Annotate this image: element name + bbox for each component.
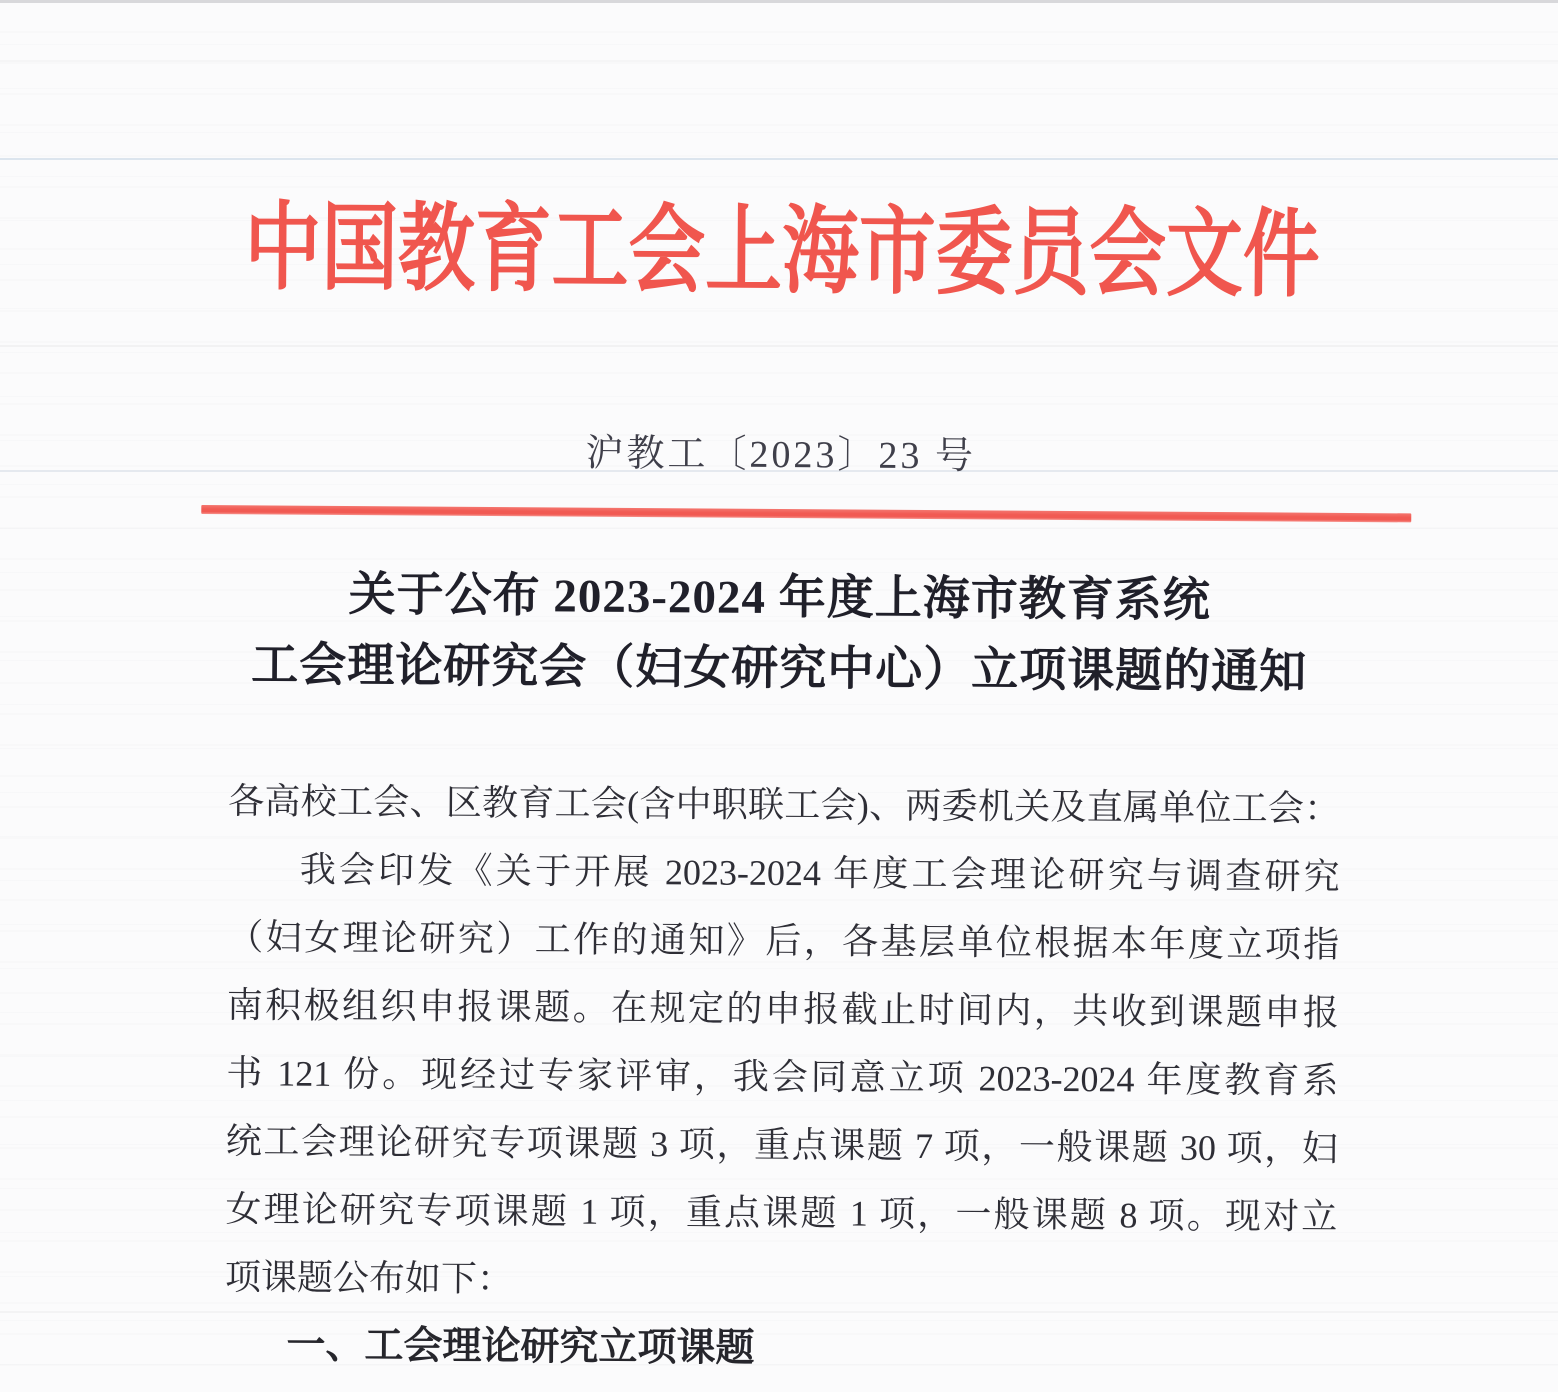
body-line: 书 121 份。现经过专家评审，我会同意立项 2023-2024 年度教育系 [226,1053,1339,1101]
org-header-text: 中国教育工会上海市委员会文件 [244,194,1321,309]
notice-title-line-1: 关于公布 2023-2024 年度上海市教育系统 [348,568,1211,628]
salutation-line: 各高校工会、区教育工会(含中职联工会)、两委机关及直属单位工会： [228,781,1341,829]
body-line: 项课题公布如下： [224,1257,514,1300]
org-header-title [3,194,1558,309]
red-separator-line [201,505,1411,522]
body-line: 我会印发《关于开展 2023-2024 年度工会理论研究与调查研究 [299,849,1340,897]
section-heading: 一、工会理论研究立项课题 [286,1323,755,1370]
notice-title [0,558,1558,711]
body-line: 南积极组织申报课题。在规定的申报截止时间内，共收到课题申报 [226,985,1339,1033]
body-line: （妇女理论研究）工作的通知》后，各基层单位根据本年度立项指 [227,917,1340,965]
body-line: 女理论研究专项课题 1 项，重点课题 1 项，一般课题 8 项。现对立 [225,1189,1338,1237]
body-line: 统工会理论研究专项课题 3 项，重点课题 7 项，一般课题 30 项，妇 [225,1121,1338,1169]
notice-title-line-2: 工会理论研究会（妇女研究中心）立项课题的通知 [251,639,1308,699]
body-text-block [224,767,1340,1387]
document-number: 沪教工〔2023〕23 号 [585,432,977,478]
